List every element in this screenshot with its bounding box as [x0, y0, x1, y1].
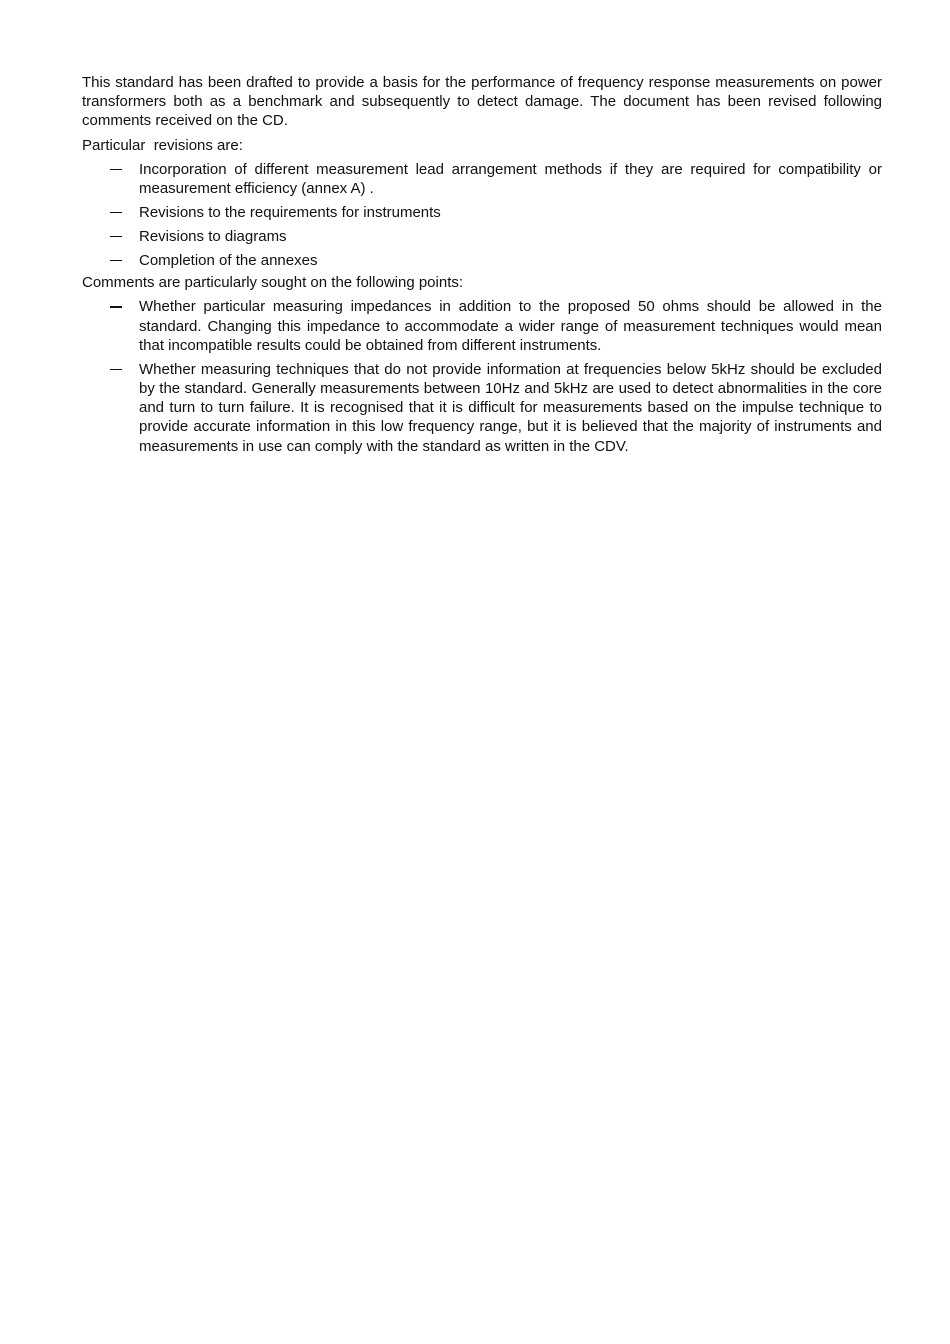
- list-item-text: Incorporation of different measurement lead arrangement methods if they are required for compatibility or measurement efficiency (annex A) .: [139, 160, 882, 198]
- revisions-list: [82, 160, 882, 270]
- list-item: [82, 360, 882, 456]
- list-item-text: Revisions to the requirements for instruments: [139, 204, 441, 222]
- list-item: [82, 160, 882, 198]
- revisions-heading: Particular revisions are:: [82, 136, 243, 154]
- list-item: [82, 297, 882, 355]
- list-item-text: Completion of the annexes: [139, 252, 318, 270]
- list-item-text: Whether particular measuring impedances in addition to the proposed 50 ohms should be allowed in the standard. Changing this impedance to accommodate a wider range of measurement techniques would mean that incompatible results could be obtained from different instruments.: [139, 298, 882, 354]
- list-item-text: Whether measuring techniques that do not provide information at frequencies below 5kHz should be excluded by the standard. Generally measurements between 10Hz and 5kHz are used to detect abnormalities in the core and turn to turn failure. It is recognised that it is difficult for measurements based on the impulse technique to provide accurate information in this low frequency range, but it is believed that the majority of instruments and measurements in use can comply with the standard as written in the CDV.: [139, 360, 882, 455]
- comments-list: [82, 297, 882, 455]
- document-page: [82, 73, 882, 461]
- list-item: [82, 203, 882, 222]
- list-item: [82, 251, 882, 270]
- list-item: [82, 227, 882, 246]
- intro-paragraph: This standard has been drafted to provide a basis for the performance of frequency response measurements on power transformers both as a benchmark and subsequently to detect damage. The document has been revised following comments received on the CD.: [82, 74, 882, 130]
- comments-heading: Comments are particularly sought on the following points:: [82, 274, 464, 292]
- list-item-text: Revisions to diagrams: [139, 228, 287, 246]
